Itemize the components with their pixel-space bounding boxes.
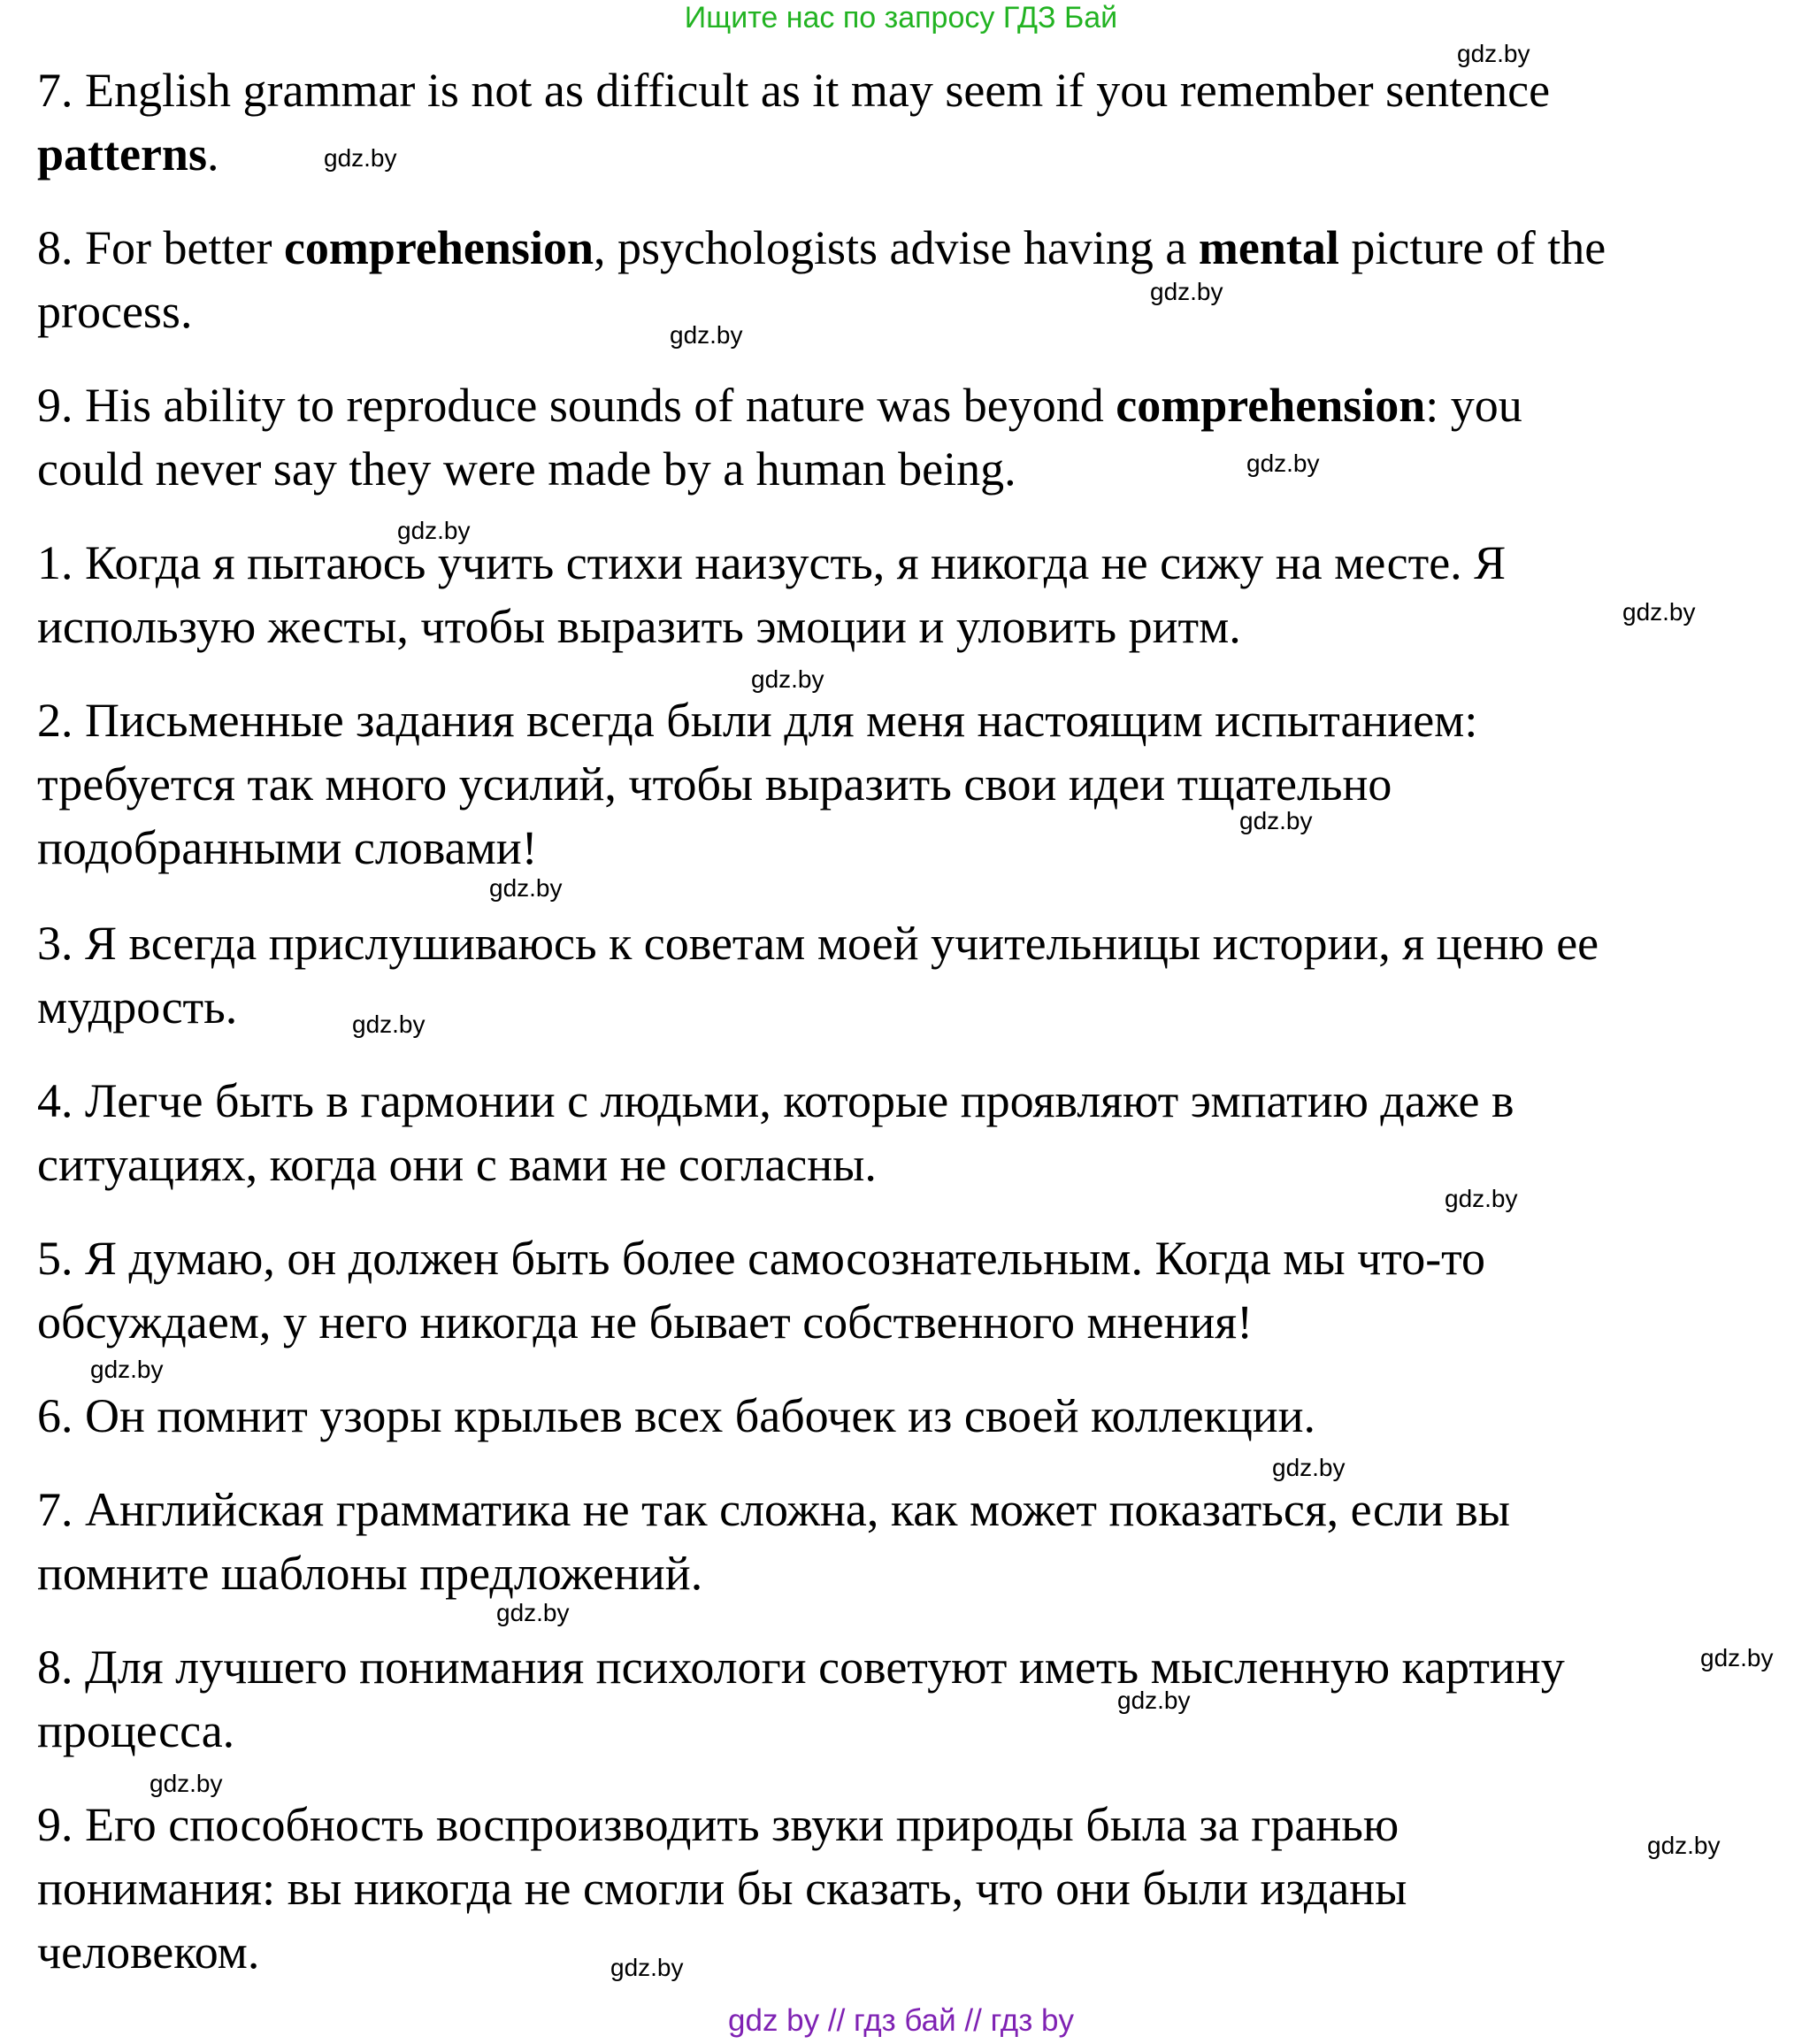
text-run: process.	[37, 285, 193, 338]
header-banner: Ищите нас по запросу ГДЗ Бай	[684, 1, 1118, 35]
watermark: gdz.by	[1647, 1832, 1721, 1859]
text-line	[37, 752, 1771, 816]
text-line	[37, 1856, 1771, 1920]
english-item-9	[37, 373, 1771, 501]
watermark: gdz.by	[610, 1954, 684, 1981]
text-run: 9. Его способность воспроизводить звуки природы была за гранью	[37, 1798, 1399, 1851]
text-line	[37, 1635, 1771, 1699]
text-run: 4. Легче быть в гармонии с людьми, которые проявляют эмпатию даже в	[37, 1074, 1514, 1127]
text-line	[37, 531, 1771, 595]
text-run: picture of the	[1338, 221, 1606, 274]
text-line	[37, 437, 1771, 501]
text-run: 6. Он помнит узоры крыльев всех бабочек из своей коллекции.	[37, 1389, 1316, 1442]
watermark: gdz.by	[1239, 807, 1313, 834]
text-line	[37, 373, 1771, 437]
text-line	[37, 122, 1771, 186]
watermark: gdz.by	[1246, 450, 1320, 477]
text-line	[37, 1699, 1771, 1763]
text-line	[37, 1920, 1771, 1984]
text-run: обсуждаем, у него никогда не бывает собственного мнения!	[37, 1295, 1254, 1349]
watermark: gdz.by	[1272, 1454, 1346, 1481]
footer-banner: gdz by // гдз бай // гдз by	[728, 2003, 1074, 2038]
watermark: gdz.by	[324, 144, 397, 172]
text-line	[37, 816, 1771, 880]
text-run: , psychologists advise having a	[593, 221, 1199, 274]
russian-item-2	[37, 688, 1771, 880]
watermark: gdz.by	[1117, 1687, 1191, 1714]
text-run: 3. Я всегда прислушиваюсь к советам моей учительницы истории, я ценю ее	[37, 917, 1599, 970]
text-run: требуется так много усилий, чтобы выразить свои идеи тщательно	[37, 757, 1392, 811]
bold-term: mental	[1198, 221, 1339, 274]
text-line	[37, 1793, 1771, 1856]
watermark: gdz.by	[1700, 1644, 1774, 1671]
text-line	[37, 1069, 1771, 1133]
watermark: gdz.by	[489, 874, 563, 902]
text-run: .	[206, 127, 219, 181]
watermark: gdz.by	[1150, 278, 1223, 305]
watermark: gdz.by	[150, 1770, 223, 1797]
text-line	[37, 975, 1771, 1039]
watermark: gdz.by	[352, 1010, 426, 1038]
text-line	[37, 1478, 1771, 1541]
text-run: подобранными словами!	[37, 821, 538, 874]
text-run: процесса.	[37, 1704, 235, 1757]
text-line	[37, 1290, 1771, 1354]
russian-item-4	[37, 1069, 1771, 1196]
watermark: gdz.by	[496, 1599, 570, 1626]
text-line	[37, 595, 1771, 658]
english-item-7	[37, 58, 1771, 186]
text-line	[37, 1226, 1771, 1290]
text-run: could never say they were made by a human being.	[37, 442, 1016, 496]
text-run: помните шаблоны предложений.	[37, 1547, 703, 1600]
bold-term: patterns	[37, 127, 207, 181]
text-line	[37, 911, 1771, 975]
russian-item-7	[37, 1478, 1771, 1605]
text-run: человеком.	[37, 1925, 260, 1979]
text-run: 7. Английская грамматика не так сложна, как может показаться, если вы	[37, 1483, 1511, 1536]
bold-term: comprehension	[1116, 379, 1426, 432]
text-line	[37, 1384, 1771, 1448]
text-run: ситуациях, когда они с вами не согласны.	[37, 1138, 877, 1191]
bold-term: comprehension	[283, 221, 594, 274]
russian-item-9	[37, 1793, 1771, 1984]
text-run: 5. Я думаю, он должен быть более самосознательным. Когда мы что-то	[37, 1232, 1486, 1285]
watermark: gdz.by	[1445, 1185, 1518, 1212]
watermark: gdz.by	[751, 665, 824, 693]
text-run: мудрость.	[37, 980, 238, 1034]
text-run: понимания: вы никогда не смогли бы сказать, что они были изданы	[37, 1862, 1407, 1915]
text-line	[37, 216, 1771, 280]
text-run: 1. Когда я пытаюсь учить стихи наизусть, я никогда не сижу на месте. Я	[37, 536, 1507, 589]
russian-item-8	[37, 1635, 1771, 1763]
text-run: использую жесты, чтобы выразить эмоции и уловить ритм.	[37, 600, 1241, 653]
watermark: gdz.by	[397, 517, 471, 544]
watermark: gdz.by	[670, 321, 743, 349]
watermark: gdz.by	[1622, 598, 1696, 626]
russian-item-6	[37, 1384, 1771, 1448]
text-run: : you	[1425, 379, 1522, 432]
text-run: 7. English grammar is not as difficult as it may seem if you remember sentence	[37, 64, 1551, 117]
text-run: 8. Для лучшего понимания психологи советуют иметь мысленную картину	[37, 1641, 1565, 1694]
english-item-8	[37, 216, 1771, 343]
watermark: gdz.by	[1457, 40, 1530, 67]
russian-item-3	[37, 911, 1771, 1039]
watermark: gdz.by	[90, 1356, 164, 1383]
text-line	[37, 1541, 1771, 1605]
text-run: 2. Письменные задания всегда были для меня настоящим испытанием:	[37, 694, 1478, 747]
russian-item-5	[37, 1226, 1771, 1354]
text-line	[37, 280, 1771, 343]
text-run: 8. For better	[37, 221, 284, 274]
russian-item-1	[37, 531, 1771, 658]
text-run: 9. His ability to reproduce sounds of nature was beyond	[37, 379, 1116, 432]
text-line	[37, 688, 1771, 752]
